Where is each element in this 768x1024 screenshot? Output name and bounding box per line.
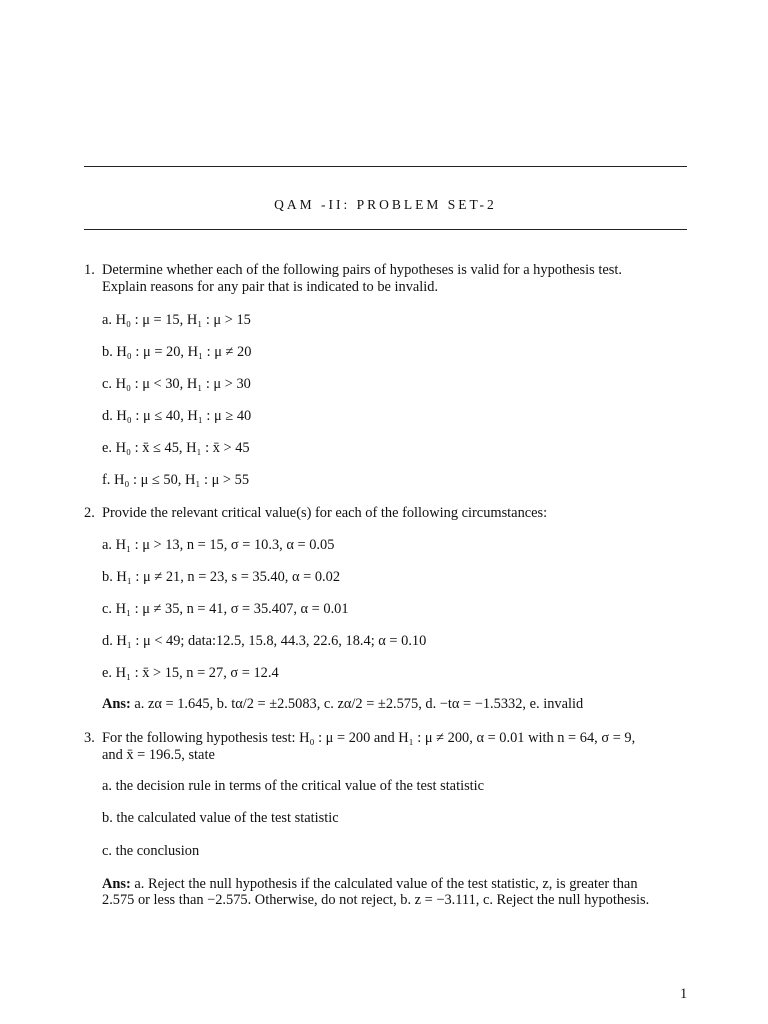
item-label: c. (102, 843, 112, 859)
problem-1-item-b (102, 344, 251, 361)
page-number: 1 (680, 986, 688, 1002)
problem-2-item-b (102, 569, 340, 586)
answer-label: Ans: (102, 876, 131, 892)
item-text: H₀ : μ = 20, H₁ : μ ≠ 20 (116, 344, 252, 360)
item-text: H₀ : μ = 15, H₁ : μ > 15 (115, 312, 251, 328)
item-text: H₁ : x̄ > 15, n = 27, σ = 12.4 (115, 665, 279, 681)
item-text: H₀ : x̄ ≤ 45, H₁ : x̄ > 45 (115, 440, 250, 456)
item-label: c. (102, 376, 112, 392)
answer-text: a. Reject the null hypothesis if the calculated value of the test statistic, z, is greater than (134, 876, 638, 892)
problem-1-item-c (102, 376, 251, 393)
header-rule-bottom (84, 229, 687, 230)
item-label: b. (102, 344, 113, 360)
problem-3-item-a (102, 778, 484, 795)
problem-1-item-e (102, 440, 250, 457)
item-label: a. (102, 778, 112, 794)
item-label: d. (102, 633, 113, 649)
item-label: c. (102, 601, 112, 617)
problem-1-item-d (102, 408, 251, 425)
problem-2-item-e (102, 665, 279, 682)
item-text: the decision rule in terms of the critical value of the test statistic (115, 778, 485, 794)
problem-1-prompt-line1: Determine whether each of the following pairs of hypotheses is valid for a hypothesis test. (102, 262, 622, 278)
item-text: H₁ : μ > 13, n = 15, σ = 10.3, α = 0.05 (115, 537, 335, 553)
problem-3-item-c (102, 843, 199, 860)
item-label: d. (102, 408, 113, 424)
problem-3-number: 3. (84, 730, 95, 746)
item-label: e. (102, 665, 112, 681)
problem-1-item-a (102, 312, 251, 329)
item-text: H₀ : μ < 30, H₁ : μ > 30 (115, 376, 251, 392)
answer-text: a. zα = 1.645, b. tα/2 = ±2.5083, c. zα/2 = ±2.575, d. −tα = −1.5332, e. invalid (134, 696, 584, 712)
item-text: H₁ : μ ≠ 35, n = 41, σ = 35.407, α = 0.01 (115, 601, 349, 617)
item-label: b. (102, 569, 113, 585)
problem-3-item-b (102, 810, 339, 827)
item-label: a. (102, 537, 112, 553)
problem-1-prompt-line2: Explain reasons for any pair that is indicated to be invalid. (102, 279, 439, 295)
problem-3-answer-line2: 2.575 or less than −2.575. Otherwise, do not reject, b. z = −3.111, c. Reject the null hypothesis. (102, 892, 650, 908)
page-title: QAM -II: PROBLEM SET-2 (274, 197, 497, 212)
problem-2-prompt-line1: Provide the relevant critical value(s) for each of the following circumstances: (102, 505, 548, 521)
item-text: H₀ : μ ≤ 40, H₁ : μ ≥ 40 (116, 408, 252, 424)
problem-1-number: 1. (84, 262, 95, 278)
problem-2-answer (102, 696, 583, 713)
item-text: H₁ : μ ≠ 21, n = 23, s = 35.40, α = 0.02 (116, 569, 341, 585)
problem-3-prompt-line1: For the following hypothesis test: H₀ : μ = 200 and H₁ : μ ≠ 200, α = 0.01 with n = 64, σ = 9, (102, 730, 636, 746)
item-label: e. (102, 440, 112, 456)
item-label: a. (102, 312, 112, 328)
problem-2-number: 2. (84, 505, 95, 521)
problem-1-item-f (102, 472, 249, 489)
item-label: b. (102, 810, 113, 826)
problem-2-item-c (102, 601, 349, 618)
problem-3-answer-line1 (102, 876, 638, 893)
item-text: H₀ : μ ≤ 50, H₁ : μ > 55 (114, 472, 250, 488)
problem-3-prompt-line2: and x̄ = 196.5, state (102, 747, 215, 763)
problem-2-item-a (102, 537, 334, 554)
item-text: H₁ : μ < 49; data:12.5, 15.8, 44.3, 22.6, 18.4; α = 0.10 (116, 633, 427, 649)
problem-2-item-d (102, 633, 426, 650)
header-rule-top (84, 166, 687, 167)
item-label: f. (102, 472, 111, 488)
item-text: the calculated value of the test statistic (116, 810, 339, 826)
item-text: the conclusion (115, 843, 200, 859)
answer-label: Ans: (102, 696, 131, 712)
